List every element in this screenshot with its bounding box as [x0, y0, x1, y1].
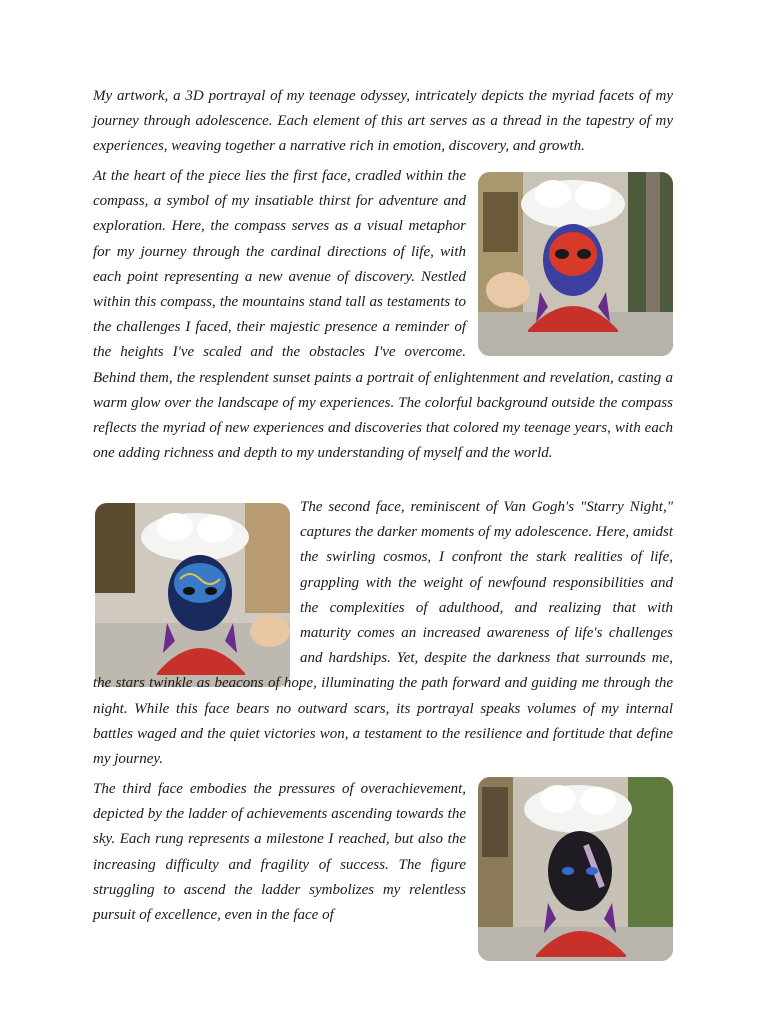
paragraph-first-face: At the heart of the piece lies the first face, cradled within the compass, a symbol of my insatiable thirst for adventure and exploration. Here, the compass serves as a visual metaphor for my journey through the cardinal directions of life, with each point representing a new avenue of discovery. Nestled within this compass, the mountains stand tall as testaments to the challenges I faced, their majestic presence a reminder of the heights I've scaled and the obstacles I've overcome. Behind them, the resplendent sunset paints a portrait of enlightenment and revelation, casting a warm glow over the landscape of my experiences. The colorful background outside the compass reflects the myriad of new experiences and discoveries that colored my teenage years, with each one adding richness and depth to my understanding of myself and the world. — [93, 168, 673, 462]
paragraph-second-face: The second face, reminiscent of Van Gogh's "Starry Night," captures the darker moments of my adolescence. Here, amidst the swirling cosmos, I confront the stark realities of life, grappling with the weight of newfound responsibilities and the complexities of adulthood, and realizing that with maturity comes an increased awareness of life's challenges and hardships. Yet, despite the darkness that surrounds me, the stars twinkle as beacons of hope, illuminating the path forward and guiding me through the night. While this face bears no outward scars, its portrayal speaks volumes of my internal battles waged and the quiet victories won, a testament to the resilience and fortitude that define my journey. — [93, 499, 673, 768]
paragraph-third-face: The third face embodies the pressures of overachievement, depicted by the ladder of achievements ascending towards the sky. Each rung represents a milestone I reached, but also the increasing difficulty and fragility of success. The figure struggling to ascend the ladder symbolizes my relentless pursuit of excellence, even in the face of — [93, 781, 466, 924]
paragraph-intro: My artwork, a 3D portrayal of my teenage odyssey, intricately depicts the myriad facets of my journey through adolescence. Each element of this art serves as a thread in the tapestry of my experiences, weaving together a narrative rich in emotion, discovery, and growth. — [93, 88, 673, 155]
